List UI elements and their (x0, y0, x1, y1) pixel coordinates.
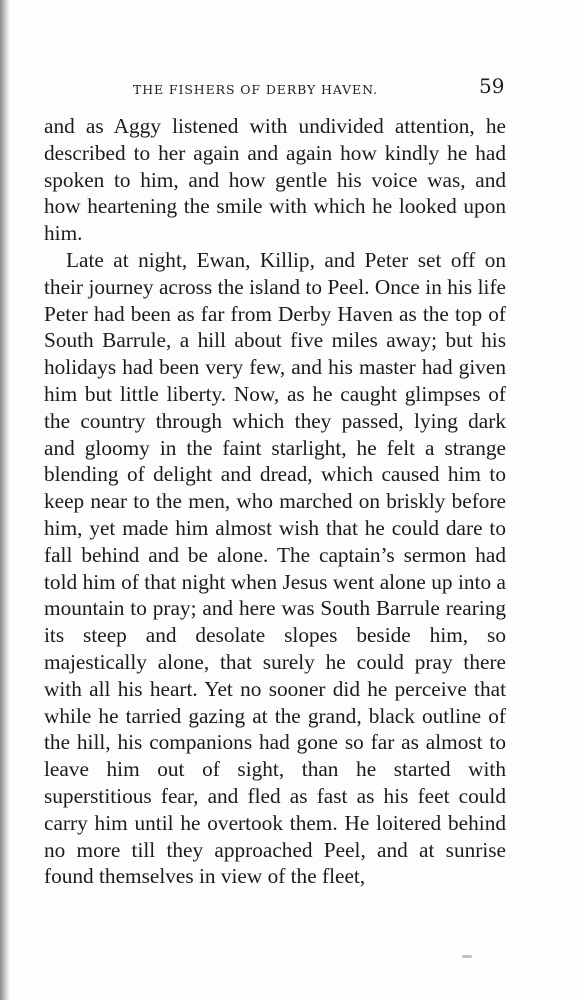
paragraph-journey: Late at night, Ewan, Killip, and Peter set off on their journey across the island to Peel. Once in his life Peter had been as far from Derby Haven as the top of South Barrule, a hill about five miles away; but his holidays had been very few, and his master had given him but little liberty. Now, as he caught glimpses of the country through which they passed, lying dark and gloomy in the faint starlight, he felt a strange blending of delight and dread, which caused him to keep near to the men, who marched on briskly before him, yet made him almost wish that he could dare to fall behind and be alone. The captain’s sermon had told him of that night when Jesus went alone up into a mountain to pray; and here was South Barrule rearing its steep and desolate slopes beside him, so majestically alone, that surely he could pray there with all his heart. Yet no sooner did he perceive that while he tarried gazing at the grand, black outline of the hill, his companions had gone so far as almost to leave him out of sight, than he started with superstitious fear, and fled as fast as his feet could carry him until he overtook them. He loitered behind no more till they approached Peel, and at sunrise found themselves in view of the fleet, (44, 247, 506, 889)
paragraph-continued: and as Aggy listened with undivided attention, he described to her again and again how kindly he had spoken to him, and how gentle his voice was, and how heartening the smile with which he looked upon him. (44, 114, 506, 246)
page-number: 59 (479, 74, 505, 98)
ink-speck (462, 955, 472, 958)
body-text (44, 113, 506, 890)
running-title: THE FISHERS OF DERBY HAVEN. (133, 82, 378, 97)
page-gutter-shadow (0, 0, 10, 1000)
running-head (0, 74, 578, 104)
